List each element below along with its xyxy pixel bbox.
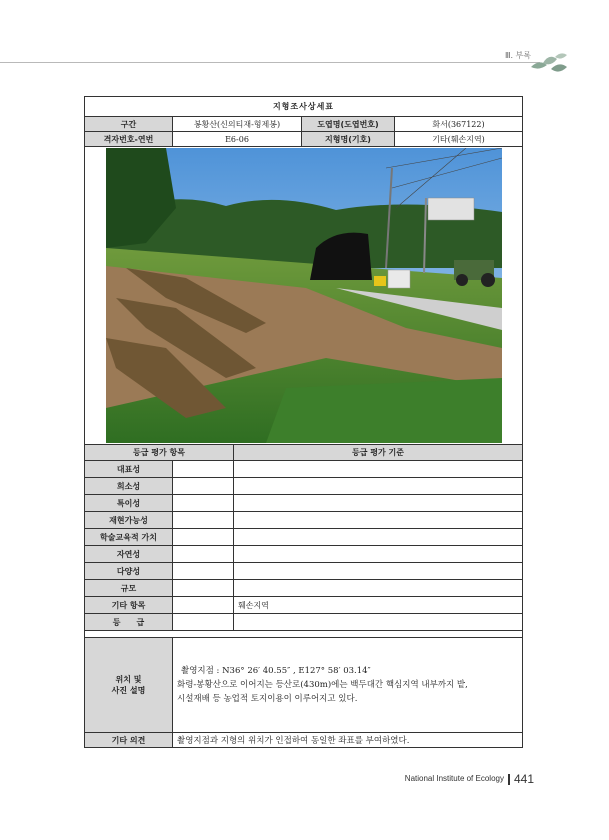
grade-item-header: 등급 평가 항목 xyxy=(85,445,234,461)
section-value: 봉황산(신의티재-형제봉) xyxy=(173,117,302,132)
grade-row-label: 등 급 xyxy=(85,614,173,631)
landform-survey-table xyxy=(84,96,523,748)
grade-row-score xyxy=(173,495,234,512)
grade-row-label: 규모 xyxy=(85,580,173,597)
page-footer xyxy=(405,772,534,786)
grade-row-label: 특이성 xyxy=(85,495,173,512)
location-label-line1: 위치 및 xyxy=(115,675,142,684)
map-value: 화서(367122) xyxy=(395,117,523,132)
grade-row-value xyxy=(234,478,523,495)
grade-row-label: 기타 항목 xyxy=(85,597,173,614)
leaf-ornament-icon xyxy=(529,53,569,75)
grade-row-score xyxy=(173,563,234,580)
grade-row-score xyxy=(173,546,234,563)
grade-row-label: 대표성 xyxy=(85,461,173,478)
grade-row-score xyxy=(173,512,234,529)
shooting-point: 촬영지점 : N36° 26′ 40.55″ , E127° 58′ 03.14″ xyxy=(181,666,371,676)
header-rule xyxy=(0,62,540,63)
page-number: 441 xyxy=(513,772,534,786)
grade-row-value xyxy=(234,495,523,512)
location-description xyxy=(173,638,523,733)
grade-criteria-header: 등급 평가 기준 xyxy=(234,445,523,461)
grade-row-label: 재현가능성 xyxy=(85,512,173,529)
location-desc-line1: 화령-봉황산으로 이어지는 등산로(430m)에는 백두대간 핵심지역 내부까지 밭, xyxy=(177,680,468,690)
grade-row-label: 희소성 xyxy=(85,478,173,495)
grade-row-score xyxy=(173,614,234,631)
site-photo xyxy=(106,148,502,443)
site-photo-cell xyxy=(85,147,523,445)
footer-divider xyxy=(508,774,510,785)
location-desc-line2: 시설재배 등 농업적 토지이용이 이루어지고 있다. xyxy=(177,694,358,704)
location-label-line2: 사진 설명 xyxy=(111,686,146,695)
grade-row-score xyxy=(173,580,234,597)
grade-row-label: 학술교육적 가치 xyxy=(85,529,173,546)
opinion-label: 기타 의견 xyxy=(85,733,173,748)
grid-label-cell: 격자번호-연번 xyxy=(85,132,173,147)
grade-row-value xyxy=(234,563,523,580)
grid-value: E6-06 xyxy=(173,132,302,147)
table-title: 지형조사상세표 xyxy=(85,97,523,117)
grade-row-value: 훼손지역 xyxy=(234,597,523,614)
landform-label-cell: 지형명(기호) xyxy=(302,132,395,147)
grade-row-value xyxy=(234,461,523,478)
grade-row-score xyxy=(173,461,234,478)
landform-value: 기타(훼손지역) xyxy=(395,132,523,147)
section-label: Ⅲ. 부록 xyxy=(504,51,531,60)
grade-row-label: 자연성 xyxy=(85,546,173,563)
location-label xyxy=(85,638,173,733)
grade-row-value xyxy=(234,529,523,546)
grade-row-value xyxy=(234,614,523,631)
institute-name: National Institute of Ecology xyxy=(404,774,504,784)
grade-row-score xyxy=(173,478,234,495)
grade-row-score xyxy=(173,529,234,546)
grade-row-value xyxy=(234,546,523,563)
map-label-cell: 도엽명(도엽번호) xyxy=(302,117,395,132)
grade-row-value xyxy=(234,580,523,597)
grade-row-value xyxy=(234,512,523,529)
section-label-cell: 구간 xyxy=(85,117,173,132)
grade-row-score xyxy=(173,597,234,614)
spacer-row xyxy=(85,631,523,638)
opinion-text: 촬영지점과 지형의 위치가 인접하여 동일한 좌표를 부여하였다. xyxy=(173,733,523,748)
grade-row-label: 다양성 xyxy=(85,563,173,580)
